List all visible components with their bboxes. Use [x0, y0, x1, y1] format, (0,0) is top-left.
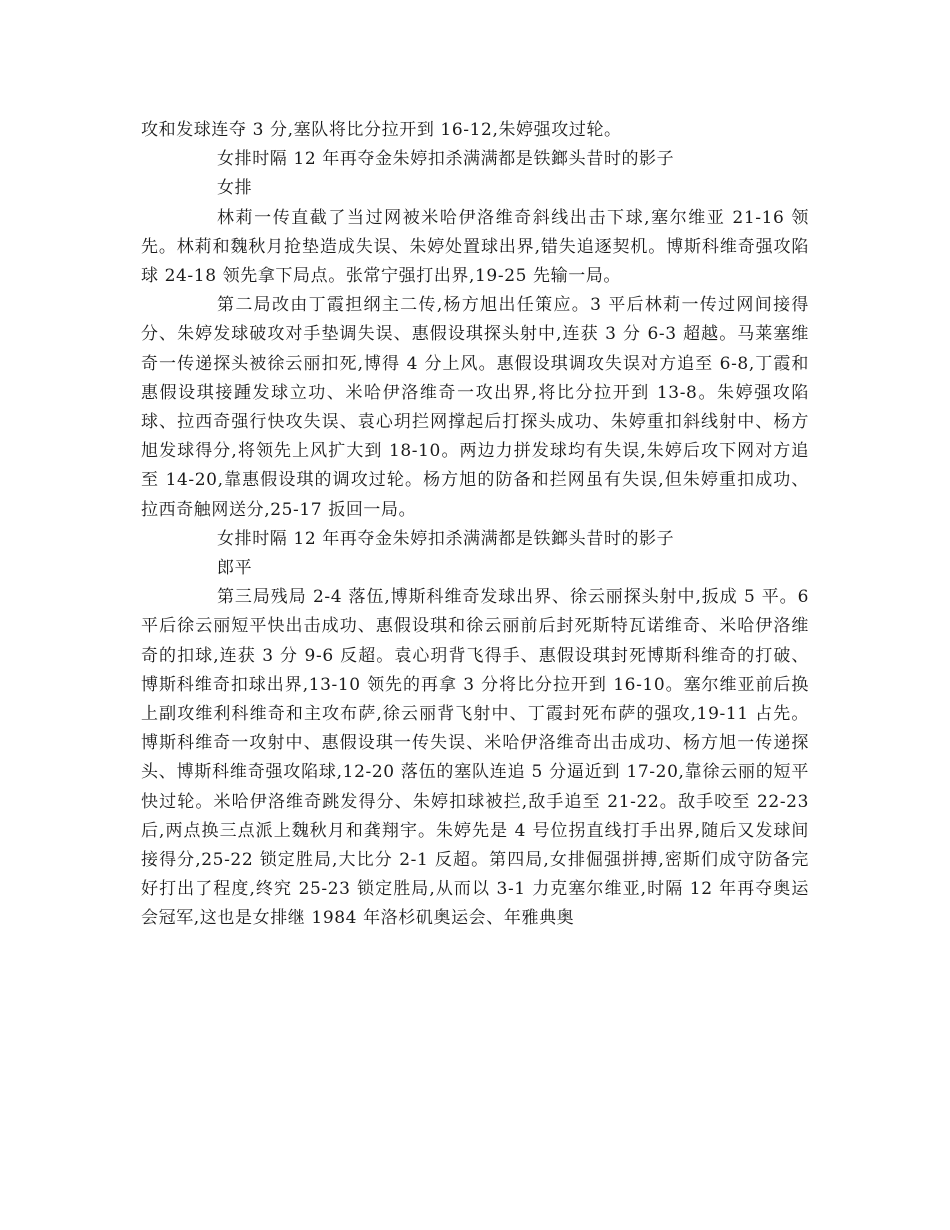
paragraph-first-set: 林莉一传直截了当过网被米哈伊洛维奇斜线出击下球,塞尔维亚 21-16 领先。林莉和魏秋月抢垫造成失误、朱婷处置球出界,错失追逐契机。博斯科维奇强攻陷球 24-18 领先拿下局点。张常宁强打出界,19-25 先输一局。 — [141, 207, 809, 287]
paragraph-third-fourth-set: 第三局残局 2-4 落伍,博斯科维奇发球出界、徐云丽探头射中,扳成 5 平。6 平后徐云丽短平快出击成功、惠假设琪和徐云丽前后封死斯特瓦诺维奇、米哈伊洛维奇的扣球,连获 3 分 9-6 反超。袁心玥背飞得手、惠假设琪封死博斯科维奇的打破、博斯科维奇扣球出界,13-10 领先的再拿 3 分将比分拉开到 16-10。塞尔维亚前后换上副攻维利科维奇和主攻布萨,徐云丽背飞射中、丁霞封死布萨的强攻,19-11 占先。博斯科维奇一攻射中、惠假设琪一传失误、米哈伊洛维奇出击成功、杨方旭一传递探头、博斯科维奇强攻陷球,12-20 落伍的塞队连追 5 分逼近到 17-20,靠徐云丽的短平快过轮。米哈伊洛维奇跳发得分、朱婷扣球被拦,敌手追至 21-22。敌手咬至 22-23 后,两点换三点派上魏秋月和龚翔宇。朱婷先是 4 号位拐直线打手出界,随后又发球间接得分,25-22 锁定胜局,大比分 2-1 反超。第四局,女排倔强拼搏,密斯们成守防备完好打出了程度,终究 25-23 锁定胜局,从而以 3-1 力克塞尔维亚,时隔 12 年再夺奥运会冠军,这也是女排继 1984 年洛杉矶奥运会、年雅典奥 — [141, 587, 809, 929]
paragraph-heading-repeat-2: 女排时隔 12 年再夺金朱婷扣杀满满都是铁鎯头昔时的影子 — [217, 528, 675, 549]
paragraph-heading-repeat: 女排时隔 12 年再夺金朱婷扣杀满满都是铁鎯头昔时的影子 — [217, 149, 675, 170]
paragraph-second-set: 第二局改由丁霞担纲主二传,杨方旭出任策应。3 平后林莉一传过网间接得分、朱婷发球破攻对手垫调失误、惠假设琪探头射中,连获 3 分 6-3 超越。马莱塞维奇一传递探头被徐云丽扣死,博得 4 分上风。惠假设琪调攻失误对方追至 6-8,丁霞和惠假设琪接踵发球立功、米哈伊洛维奇一攻出界,将比分拉开到 13-8。朱婷强攻陷球、拉西奇强行快攻失误、袁心玥拦网撑起后打探头成功、朱婷重扣斜线射中、杨方旭发球得分,将领先上风扩大到 18-10。两边力拼发球均有失误,朱婷后攻下网对方追至 14-20,靠惠假设琪的调攻过轮。杨方旭的防备和拦网虽有失误,但朱婷重扣成功、拉西奇触网送分,25-17 扳回一局。 — [141, 295, 809, 520]
document-body — [141, 116, 809, 934]
paragraph-continuation: 攻和发球连夺 3 分,塞队将比分拉开到 16-12,朱婷强攻过轮。 — [141, 120, 622, 140]
paragraph-caption-lang-ping: 郎平 — [217, 558, 253, 579]
paragraph-caption-women-volleyball: 女排 — [217, 178, 253, 199]
